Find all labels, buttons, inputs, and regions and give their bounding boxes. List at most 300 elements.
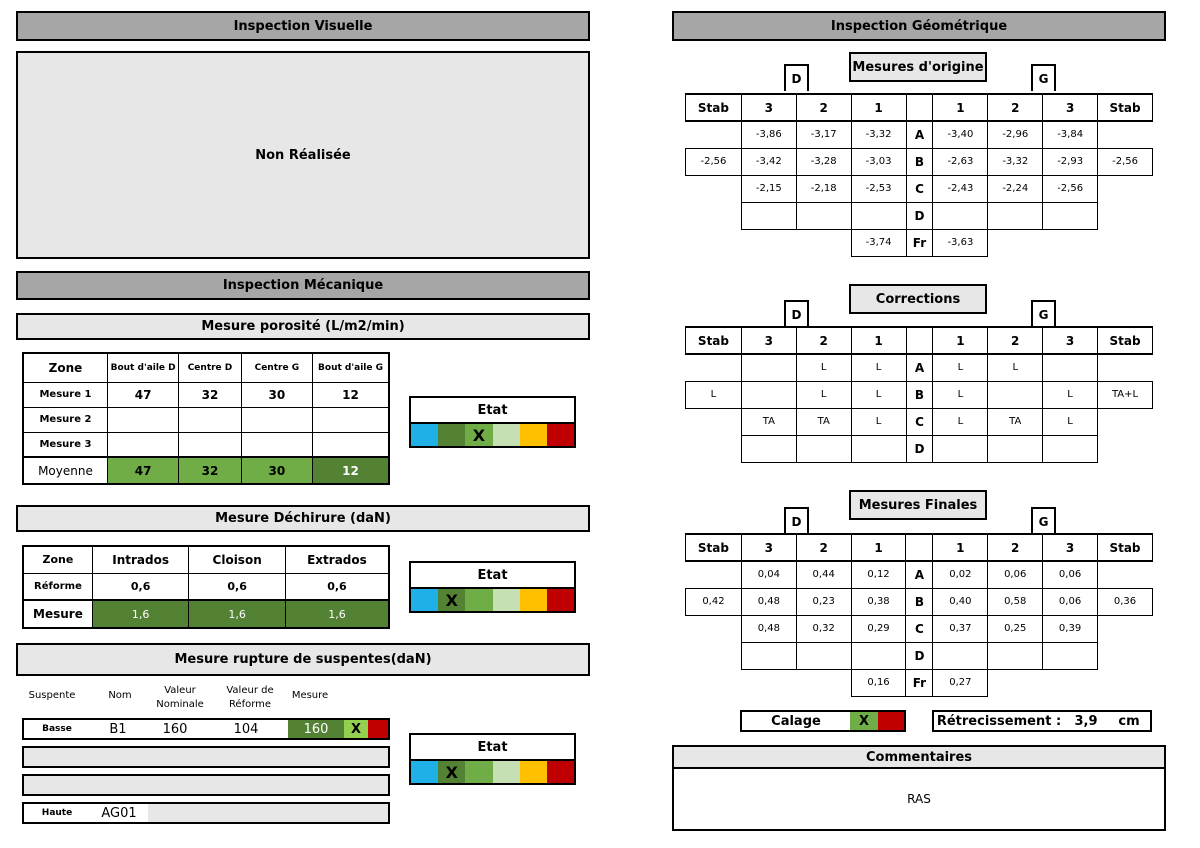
column-header: 2 [796,94,851,121]
table-cell: L [1043,408,1098,435]
table-cell: -2,18 [796,175,851,202]
table-cell [686,435,742,462]
scale-level [411,589,438,611]
scale-level [493,589,520,611]
table-row [686,121,1153,148]
suspente-row-empty [22,746,390,768]
table-cell [1043,642,1098,669]
table-cell [988,435,1043,462]
table-cell: 1,6 [285,600,389,628]
scale-level [411,424,438,446]
table-row [23,432,389,457]
table-cell [741,435,796,462]
table-row [23,407,389,432]
table-cell: 0,6 [92,573,189,600]
table-cell: -3,32 [851,121,906,148]
row-label: Mesure [23,600,92,628]
column-header: 1 [933,327,988,354]
column-header [906,327,933,354]
table-row [686,202,1153,229]
table-cell [851,202,906,229]
table-cell [988,381,1043,408]
column-header: 3 [741,94,796,121]
table-cell: 32 [179,382,241,407]
commentaires-text: RAS [907,792,931,806]
empty-cell [1043,669,1098,696]
table-cell: TA [988,408,1043,435]
table-cell [179,432,241,457]
table-cell: 0,25 [988,615,1043,642]
table-cell: 30 [241,382,312,407]
suspente-reforme: 104 [233,721,259,737]
table-row [23,600,389,628]
table-cell: L [796,354,851,381]
table-cell: TA [796,408,851,435]
table-cell [988,202,1043,229]
column-header: 1 [851,94,906,121]
mecanique-title [16,271,590,300]
scale-level [547,589,574,611]
table-cell: -3,32 [988,148,1043,175]
table-header: Bout d'aile G [313,353,389,382]
empty-cell [988,669,1043,696]
column-header: 2 [796,534,851,561]
row-letter: A [906,121,933,148]
table-cell [179,407,241,432]
table-header: Zone [23,353,107,382]
table-cell: TA [741,408,796,435]
etat-scale [411,424,574,446]
rupture-title-text: Mesure rupture de suspentes(daN) [174,652,432,667]
dechirure-table [22,545,390,629]
table-cell: 0,42 [686,588,742,615]
table-cell: 0,06 [1043,588,1098,615]
table-cell: -3,17 [796,121,851,148]
table-cell: -2,56 [1098,148,1153,175]
row-letter: D [906,642,933,669]
table-row [686,327,1153,354]
suspente-fail-cell [368,720,388,738]
table-cell: 30 [241,457,312,484]
table-cell: 0,6 [189,573,286,600]
row-letter: C [906,175,933,202]
table-cell [741,642,796,669]
side-g-label: G [1031,507,1056,534]
table-cell: -3,84 [1043,121,1098,148]
visuelle-title-text: Inspection Visuelle [233,18,373,34]
geometrique-title-text: Inspection Géométrique [830,18,1008,34]
table-header: Cloison [189,546,286,573]
table-cell [933,642,988,669]
table-cell: 0,02 [933,561,988,588]
table-cell: 12 [313,382,389,407]
table-cell: L [851,408,906,435]
col-header-nom: Nom [108,690,132,701]
row-label: Mesure 2 [23,407,107,432]
table-cell: 0,04 [741,561,796,588]
table-cell: -3,86 [741,121,796,148]
col-header-mesure: Mesure [291,690,329,701]
table-cell: 0,58 [988,588,1043,615]
empty-cell [686,229,742,256]
suspente-row-empty [22,774,390,796]
scale-level [465,761,492,783]
table-cell: 0,27 [933,669,988,696]
side-g-label: G [1031,300,1056,327]
table-header: Centre G [241,353,312,382]
scale-level-selected: X [438,589,465,611]
empty-cell [686,669,742,696]
column-header: 2 [988,534,1043,561]
table-cell: 0,48 [741,588,796,615]
table-cell: 0,12 [851,561,906,588]
column-header: Stab [686,327,742,354]
suspente-label: Haute [24,804,90,822]
scale-level [493,424,520,446]
corrections-table [685,326,1153,463]
table-cell: L [851,381,906,408]
table-cell [1097,642,1152,669]
table-cell: -3,42 [741,148,796,175]
table-cell: 47 [107,457,178,484]
row-letter: B [906,381,933,408]
table-cell: 0,23 [796,588,851,615]
table-cell: -3,63 [933,229,988,256]
table-cell: -2,56 [1043,175,1098,202]
table-cell: -3,40 [933,121,988,148]
column-header [906,534,933,561]
table-cell: 0,40 [933,588,988,615]
table-cell [796,642,851,669]
origine-title: Mesures d'origine [849,52,987,82]
visuelle-panel [16,51,590,259]
table-cell [313,407,389,432]
suspente-label: Basse [42,724,72,734]
etat-label: Etat [411,735,574,761]
column-header: Stab [686,94,742,121]
table-cell: L [1043,381,1098,408]
porosite-etat [409,396,576,448]
table-cell [851,642,906,669]
table-cell [796,435,851,462]
column-header: 2 [988,327,1043,354]
calage-fail-cell [878,712,904,730]
scale-level-selected: X [438,761,465,783]
table-cell: L [796,381,851,408]
suspente-mesure: 160 [288,720,344,738]
table-cell [686,615,742,642]
table-cell: 0,06 [1043,561,1098,588]
table-cell [686,354,742,381]
table-header: Zone [23,546,92,573]
table-cell: -2,53 [851,175,906,202]
table-row [23,353,389,382]
side-g-label: G [1031,64,1056,91]
visuelle-title [16,11,590,41]
row-letter: A [906,561,933,588]
table-row [686,561,1153,588]
scale-level-selected: X [465,424,492,446]
table-cell [1098,435,1153,462]
table-row [686,615,1153,642]
table-header: Bout d'aile D [107,353,178,382]
visuelle-status: Non Réalisée [255,147,351,163]
scale-level [547,761,574,783]
row-letter: C [906,615,933,642]
table-row [686,229,1153,256]
table-header: Extrados [285,546,389,573]
table-cell: 0,29 [851,615,906,642]
table-cell [686,202,742,229]
column-header: Stab [1098,327,1153,354]
row-label: Réforme [23,573,92,600]
row-letter: C [906,408,933,435]
empty-cell [1097,669,1152,696]
column-header: Stab [686,534,742,561]
table-cell [1043,435,1098,462]
table-cell [933,435,988,462]
table-cell [1043,202,1098,229]
table-cell [1043,354,1098,381]
table-cell: 0,36 [1097,588,1152,615]
table-cell: -2,96 [988,121,1043,148]
calage-box [740,710,906,732]
table-header: Intrados [92,546,189,573]
etat-scale [411,761,574,783]
mecanique-title-text: Inspection Mécanique [222,278,384,293]
side-d-label: D [784,507,809,534]
scale-level [411,761,438,783]
row-letter: B [906,588,933,615]
table-cell [107,407,178,432]
retrecissement-box [932,710,1152,732]
suspente-nominale: 160 [162,721,188,737]
etat-label: Etat [411,563,574,589]
table-cell [1098,354,1153,381]
table-row [686,669,1153,696]
empty-cell [741,669,796,696]
table-row [686,435,1153,462]
retrecissement-label: Rétrecissement : [936,713,1062,729]
table-cell [313,432,389,457]
table-cell: -2,15 [741,175,796,202]
table-cell [1097,561,1152,588]
table-row [686,94,1153,121]
table-cell: 0,16 [851,669,906,696]
table-cell [241,407,312,432]
table-cell [1098,408,1153,435]
origine-table [685,93,1153,257]
table-cell: 47 [107,382,178,407]
table-row [23,546,389,573]
table-cell: -2,63 [933,148,988,175]
empty-cell [796,669,851,696]
table-cell [686,121,742,148]
column-header: 2 [796,327,851,354]
table-cell [796,202,851,229]
column-header: Stab [1097,534,1152,561]
column-header: 3 [1043,94,1098,121]
scale-level [493,761,520,783]
table-row [23,457,389,484]
column-header: 1 [933,94,988,121]
dechirure-title-text: Mesure Déchirure (daN) [215,511,391,526]
table-cell: -3,03 [851,148,906,175]
suspente-row-basse [22,718,390,740]
table-cell [988,642,1043,669]
table-cell [741,381,796,408]
commentaires-title-text: Commentaires [865,749,973,765]
row-letter: Fr [906,229,933,256]
finales-title: Mesures Finales [849,490,987,520]
geometrique-title [672,11,1166,41]
row-letter: D [906,435,933,462]
side-d-label: D [784,64,809,91]
column-header: 2 [988,94,1043,121]
table-row [686,148,1153,175]
row-letter: A [906,354,933,381]
table-cell [686,408,742,435]
corrections-title: Corrections [849,284,987,314]
table-cell: L [988,354,1043,381]
table-cell: -2,24 [988,175,1043,202]
empty-cell [796,229,851,256]
column-header: Stab [1098,94,1153,121]
table-cell [686,561,742,588]
table-cell: 0,48 [741,615,796,642]
table-cell: -2,93 [1043,148,1098,175]
column-header: 1 [851,327,906,354]
row-label: Mesure 3 [23,432,107,457]
table-cell: 12 [313,457,389,484]
row-label: Mesure 1 [23,382,107,407]
table-cell: 0,06 [988,561,1043,588]
table-cell [1097,615,1152,642]
column-header: 1 [933,534,988,561]
dechirure-etat [409,561,576,613]
table-row [686,534,1153,561]
empty-cell [1098,229,1153,256]
table-cell: 0,38 [851,588,906,615]
scale-level [520,589,547,611]
table-cell [1098,202,1153,229]
dechirure-title [16,505,590,532]
table-cell: L [686,381,742,408]
table-cell: -3,28 [796,148,851,175]
scale-level [520,424,547,446]
table-cell [933,202,988,229]
empty-cell [741,229,796,256]
suspente-nom: B1 [109,721,127,737]
column-header: 3 [1043,534,1098,561]
etat-label: Etat [411,398,574,424]
table-cell: 32 [179,457,241,484]
porosite-title-text: Mesure porosité (L/m2/min) [201,319,405,334]
scale-level [547,424,574,446]
suspente-nom: AG01 [90,804,148,822]
calage-label: Calage [771,713,821,729]
suspente-row-haute [22,802,390,824]
table-row [686,642,1153,669]
table-row [686,175,1153,202]
table-cell: 1,6 [92,600,189,628]
empty-cell [1043,229,1098,256]
empty-cell [988,229,1043,256]
calage-mark: X [850,712,878,730]
column-header: 3 [1043,327,1098,354]
table-cell [1098,175,1153,202]
table-cell: 0,37 [933,615,988,642]
col-header-reforme: Valeur de Réforme [226,685,274,710]
table-row [686,588,1153,615]
column-header: 3 [741,327,796,354]
table-row [686,381,1153,408]
table-cell [241,432,312,457]
retrecissement-unit: cm [1118,713,1140,729]
etat-scale [411,589,574,611]
table-row [686,354,1153,381]
table-cell: -2,43 [933,175,988,202]
table-cell [851,435,906,462]
column-header: 1 [851,534,906,561]
table-cell [741,202,796,229]
scale-level [438,424,465,446]
table-row [686,408,1153,435]
table-cell: -3,74 [851,229,906,256]
row-letter: B [906,148,933,175]
rupture-etat [409,733,576,785]
finales-table [685,533,1153,697]
rupture-title [16,643,590,676]
row-letter: Fr [906,669,933,696]
table-cell: L [851,354,906,381]
table-header: Centre D [179,353,241,382]
table-cell: 0,39 [1043,615,1098,642]
table-cell [1098,121,1153,148]
table-cell: 0,32 [796,615,851,642]
table-cell [107,432,178,457]
table-cell [741,354,796,381]
table-cell: -2,56 [686,148,742,175]
table-cell: 0,6 [285,573,389,600]
column-header [906,94,933,121]
table-cell: TA+L [1098,381,1153,408]
column-header: 3 [741,534,796,561]
table-cell: 0,44 [796,561,851,588]
suspente-mark: X [344,720,368,738]
table-row [23,573,389,600]
scale-level [465,589,492,611]
col-header-suspente: Suspente [28,690,76,701]
retrecissement-value: 3,9 [1074,713,1098,729]
table-cell: L [933,354,988,381]
commentaires-box [672,767,1166,831]
commentaires-title [672,745,1166,769]
table-row [23,382,389,407]
table-cell [686,175,742,202]
porosite-title [16,313,590,340]
side-d-label: D [784,300,809,327]
row-label: Moyenne [23,457,107,484]
row-letter: D [906,202,933,229]
porosite-table [22,352,390,485]
col-header-nominale: Valeur Nominale [156,685,204,710]
table-cell [686,642,742,669]
scale-level [520,761,547,783]
table-cell: 1,6 [189,600,286,628]
table-cell: L [933,381,988,408]
table-cell: L [933,408,988,435]
